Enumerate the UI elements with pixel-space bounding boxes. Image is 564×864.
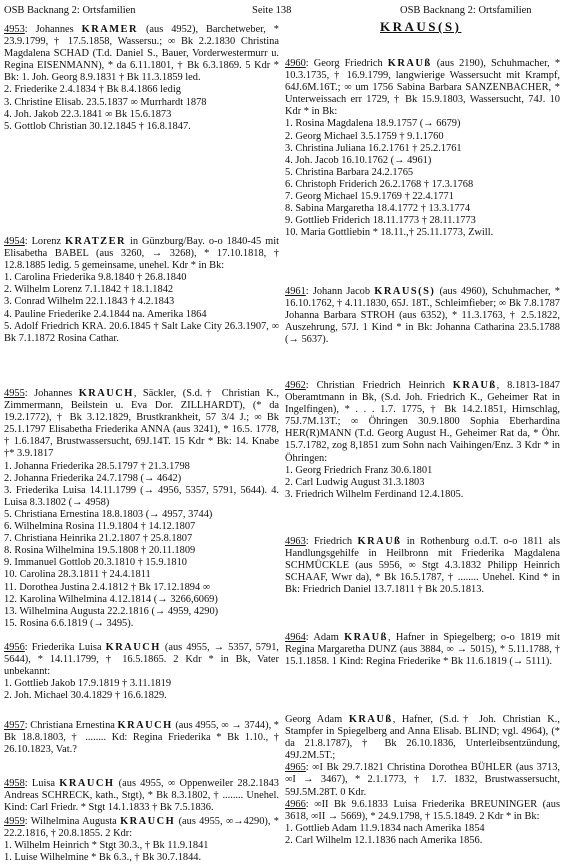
entry-surname: KRAUCH (117, 720, 173, 731)
entry-head-pre: : Friederika Luisa (24, 642, 106, 653)
child-item: 5. Christina Barbara 24.2.1765 (285, 166, 414, 178)
entry-head-pre: : Friedrich (305, 536, 358, 547)
entry-text: , 8.1813-1847 Oberamtmann in Bk, (S.d. Joh. Friedrich K., Geheimer Rat in Ingelfingen), * . . . 1.7. 1775, † Bk 14.2.1851, Hirnschlag, 75J.7M.13T.; ∞ Öhringen 30.9.1800 Sophia Eberhardina HER(R)MANN (T.d. Georg August H., Geheimer Rat da, * Öhr. 15.7.1782, zog 8,1851 zum Sohn nach Vaihingen/Enz. 3 Kdr * in Öhringen: (285, 380, 560, 464)
entry-text: in Günzburg/Bay. o-o 1840-45 mit Elisabetha BABEL (aus 3260, → 3268), * 17.10.1818, † 12.8.1885 ledig. 5 gemeinsame, unehel. Kdr * in Bk: (4, 236, 279, 272)
child-item: 2. Joh. Michael 30.4.1829 † 16.6.1829. (4, 690, 167, 702)
entry-head-pre: : Lorenz (24, 236, 65, 247)
entry-4966 (285, 799, 560, 823)
entry-text: , Hafner, (S.d.† Joh. Christian K., Stampfer in Spiegelberg and Anna Elisab. BLIND; vgl. 4964), (* da 21.8.1787), † Bk 26.10.1836, Unterleibsentzündung, 49J.2M.5T.; (285, 714, 560, 762)
entry-surname: KRAUß (357, 536, 402, 547)
entry-head-pre: : Christiana Ernestina (24, 720, 118, 731)
entry-surname: KRAUß (452, 380, 497, 391)
entry-text: : ∞I Bk 29.7.1821 Christina Dorothea BÜHLER (aus 3713, ∞I → 3467), * 2.1.1773, † 1.7. 1832, Brustwassersucht, 59J.5M.28T. 0 Kdr. (285, 762, 560, 798)
entry-head-pre: : Johannes (24, 24, 82, 35)
child-item: 3. Christina Juliana 16.2.1761 † 25.2.1761 (285, 142, 462, 154)
entry-number: 4959 (4, 816, 25, 827)
entry-text: (aus 4952), Barchetweber, * 23.9.1799, † 17.5.1858, Wassersu.; ∞ Bk 2.2.1830 Christina Magdalena SCHAD (T.d. Daniel S., Bauer, Vorderwestermurr u. Regina EISENMANN), * da 6.11.1801, † Bk 6.3.1869. 5 Kdr * Bk: 1. Joh. Georg 8.9.1831 † Bk 11.3.1859 led. (4, 24, 279, 84)
child-item: 4. Joh. Jakob 22.3.1841 ∞ Bk 15.6.1873 (4, 108, 172, 120)
child-item: 10. Carolina 28.3.1811 † 24.4.1811 (4, 569, 151, 581)
entry-4962 (285, 380, 560, 501)
entry-surname: KRATZER (64, 236, 127, 247)
entry-head-pre: Georg Adam (285, 714, 349, 725)
entry-head (4, 24, 279, 84)
entry-number: 4964 (285, 632, 306, 643)
entry-surname: KRAUCH (78, 388, 134, 399)
child-item: 1. Wilhelm Heinrich * Stgt 30.3., † Bk 11.9.1841 (4, 840, 209, 852)
entry-head-pre: : Johannes (24, 388, 79, 399)
child-item: 2. Georg Michael 3.5.1759 † 9.1.1760 (285, 130, 444, 142)
entry-head (4, 778, 279, 814)
entry-number: 4965 (285, 762, 306, 774)
entry-4964 (285, 632, 560, 668)
entry-number: 4963 (285, 536, 306, 547)
child-item: 1. Rosina Magdalena 18.9.1757 (→ 6679) (285, 118, 461, 130)
entry-head-pre: : Georg Friedrich (305, 58, 388, 69)
entry-text: , Hafner in Spiegelberg; o-o 1819 mit Regina Margaretha DUNZ (aus 3884, ∞ → 5015), * 5.11.1788, † 15.1.1858. 1 Kind: Regina Friederike * Bk 11.6.1819 (→ 5111). (285, 632, 560, 668)
header-left: OSB Backnang 2: Ortsfamilien (4, 5, 136, 16)
entry-number: 4955 (4, 388, 25, 399)
page-title: KRAUS(S) (380, 19, 462, 34)
child-item: 2. Carl Wilhelm 12.1.1836 nach Amerika 1856. (285, 834, 483, 846)
child-item: 12. Karolina Wilhelmina 4.12.1814 (→ 3266,6069) (4, 593, 218, 605)
child-item: 7. Georg Michael 15.9.1769 † 22.4.1771 (285, 191, 454, 203)
entry-4961 (285, 286, 560, 346)
entry-number: 4957 (4, 720, 25, 731)
entry-text: : ∞II Bk 9.6.1833 Luisa Friederika BREUNINGER (aus 3618, ∞II → 5669), * 24.9.1798, † 15.5.1849. 2 Kdr * in Bk: (285, 798, 560, 822)
entry-text: (aus 4960), Schuhmacher, * 16.10.1762, † 4.11.1830, 65J. 18T., Schleimfieber; ∞ Bk 7.8.1787 Johanna Barbara STROH (aus 6352), * 11.3.1763, † 2.5.1822, Auszehrung, 57J. 1 Kind * in Bk: Johanna Catharina 23.5.1788 (→ 5637). (285, 286, 561, 346)
entry-number: 4960 (285, 58, 306, 69)
entry-number: 4958 (4, 778, 25, 789)
entry-text: in Rothenburg o.d.T. o-o 1811 als Handlungsgehilfe in Heilbronn mit Friederika Magdalena SCHMÜCKLE (aus 5956, ∞ Stgt 4.3.1832 Philipp Heinrich SCHAAF, Wwr da), * Bk 16.5.1787, † ........ Unehel. Kind * in Bk: Friedrich Daniel 13.7.1811 † Bk 20.5.1813. (285, 536, 561, 596)
child-item: 2. Carl Ludwig August 31.3.1803 (285, 476, 425, 488)
entry-number: 4966 (285, 798, 306, 810)
entry-text: (aus 4955, ∞→4290), * 22.2.1816, † 20.8.1855. 2 Kdr: (4, 816, 279, 840)
entry-text: (aus 4955, ∞ → 3744), * Bk 18.8.1803, † ........ Kd: Regina Friederika * Bk 1.10., † 26.10.1823, Vat.? (4, 720, 279, 756)
entry-number: 4956 (4, 642, 25, 653)
child-item: 10. Maria Gottliebin * 18.11.,† 25.11.1773, Zwill. (285, 227, 494, 239)
entry-number: 4962 (285, 380, 306, 391)
entry-head-pre: : Adam (305, 632, 345, 643)
child-item: 2. Wilhelm Lorenz 7.1.1842 † 18.1.1842 (4, 284, 174, 296)
child-item: 3. Friedrich Wilhelm Ferdinand 12.4.1805. (285, 488, 464, 500)
entry-head (4, 388, 279, 461)
entry-head (285, 58, 560, 118)
entry-georg-adam (285, 714, 560, 847)
child-item: 13. Wilhelmina Augusta 22.2.1816 (→ 4959, 4290) (4, 605, 219, 617)
entry-4959 (4, 816, 279, 864)
entry-4960 (285, 58, 560, 239)
header-right: OSB Backnang 2: Ortsfamilien (400, 5, 532, 16)
child-item: 2. Johanna Friederika 24.7.1798 (→ 4642) (4, 472, 182, 484)
child-item: 6. Wilhelmina Rosina 11.9.1804 † 14.12.1807 (4, 521, 196, 533)
child-item: 15. Rosina 6.6.1819 (→ 3495). (4, 617, 134, 629)
entry-surname: KRAUCH (105, 642, 161, 653)
entry-text: (aus 4955, → 5357, 5791, 5644), * 14.11.1799, † 16.5.1865. 2 Kdr * in Bk, Vater unbekannt: (4, 642, 280, 678)
child-item: 1. Johanna Friederika 28.5.1797 † 21.3.1798 (4, 460, 190, 472)
entry-4953 (4, 24, 279, 133)
entry-head-pre: : Christian Friedrich Heinrich (305, 380, 453, 391)
child-item: 11. Dorothea Justina 2.4.1812 † Bk 17.12.1894 ∞ (4, 581, 211, 593)
child-item: 4. Pauline Friederike 2.4.1844 na. Amerika 1864 (4, 308, 207, 320)
entry-head-pre: : Wilhelmina Augusta (24, 816, 121, 827)
child-item: 7. Christiana Heinrika 21.2.1807 † 25.8.1807 (4, 533, 193, 545)
entry-head (285, 632, 560, 668)
entry-number: 4953 (4, 24, 25, 35)
child-item: 1. Carolina Friederika 9.8.1840 † 26.8.1840 (4, 272, 187, 284)
entry-head (4, 236, 279, 272)
entry-4956 (4, 642, 279, 702)
entry-head (285, 286, 560, 346)
child-item: 2. Friederike 2.4.1834 † Bk 8.4.1866 ledig (4, 84, 181, 96)
child-item: 4. Joh. Jacob 16.10.1762 (→ 4961) (285, 154, 432, 166)
header-page-number: Seite 138 (252, 5, 292, 16)
entry-head (285, 714, 560, 762)
child-item: 8. Sabina Margaretha 18.4.1772 † 13.3.1774 (285, 203, 471, 215)
entry-text: (aus 4955, ∞ Oppenweiler 28.2.1843 Andreas SCHRECK, kath., Stgt), * Bk 8.3.1802, † ........ Unehel. Kind: Carl Friedr. * Stgt 14.1.1833 † Bk 7.5.1836. (4, 778, 279, 814)
child-item: 1. Luise Wilhelmine * Bk 6.3., † Bk 30.7.1844. (4, 852, 202, 864)
child-item: 3. Christine Elisab. 23.5.1837 ∞ Murrhardt 1878 (4, 96, 207, 108)
entry-number: 4954 (4, 236, 25, 247)
child-item: 8. Rosina Wilhelmina 19.5.1808 † 20.11.1809 (4, 545, 196, 557)
child-item: 9. Gottlieb Friderich 18.11.1773 † 28.11.1773 (285, 215, 476, 227)
entry-surname: KRAUß (348, 714, 393, 725)
child-item: 6. Christoph Friderich 26.2.1768 † 17.3.1768 (285, 178, 474, 190)
entry-4958 (4, 778, 279, 814)
entry-text: (aus 2190), Schuhmacher, * 10.3.1735, † 16.9.1799, langwierige Wassersucht mit Krampf, 64J.6M.16T.; ∞ um 1756 Sabina Barbara SANZENBACHER, * Unterweissach err 1729, † Bk 15.9.1803, Wassersucht, 74J. 10 Kdr * in Bk: (285, 58, 561, 118)
entry-4957 (4, 720, 279, 756)
child-item: 5. Gottlob Christian 30.12.1845 † 16.8.1847. (4, 120, 191, 132)
child-item: 5. Christiana Ernestina 18.8.1803 (→ 4957, 3744) (4, 508, 213, 520)
child-item: 1. Gottlieb Jakob 17.9.1819 † 3.11.1819 (4, 678, 172, 690)
child-item: 1. Georg Friedrich Franz 30.6.1801 (285, 464, 433, 476)
entry-number: 4961 (285, 286, 306, 297)
entry-text: , Säckler, (S.d.† Christian K., Zimmermann, Beilstein u. Eva Dor. ZILLHARDT), (* da 19.2.1772), † Bk 3.12.1829, Brustkrankheit, 57 3/4 J.; ∞ Bk 25.1.1797 Elisabetha Friederika ANNA (aus 3241), * 16.5. 1778, † 1.6.1847, Brustwassersucht, 69J.14T. 15 Kdr * Bk: 14. Knabe †* 3.9.1817 (4, 388, 279, 460)
entry-4963 (285, 536, 560, 596)
entry-surname: KRAUCH (59, 778, 115, 789)
child-item: 5. Adolf Friedrich KRA. 20.6.1845 † Salt Lake City 26.3.1907, ∞ Bk 7.1.1872 Rosina Cathar. (4, 320, 279, 344)
entry-surname: KRAUß (344, 632, 388, 643)
entry-head (285, 380, 560, 465)
entry-surname: KRAUCH (120, 816, 176, 827)
child-item: 1. Gottlieb Adam 11.9.1834 nach Amerika 1854 (285, 822, 485, 834)
entry-4954 (4, 236, 279, 345)
child-item: 3. Conrad Wilhelm 22.1.1843 † 4.2.1843 (4, 296, 175, 308)
entry-surname: KRAUS(S) (374, 286, 436, 297)
entry-head (4, 816, 279, 840)
child-item: 9. Immanuel Gottlob 20.3.1810 † 15.9.1810 (4, 557, 187, 569)
entry-4965 (285, 762, 560, 798)
entry-head-pre: : Johann Jacob (305, 286, 375, 297)
child-item: 3. Friederika Luisa 14.11.1799 (→ 4956, 5357, 5791, 5644). 4. Luisa 8.3.1802 (→ 4958) (4, 484, 279, 508)
entry-surname: KRAUß (387, 58, 432, 69)
entry-4955 (4, 388, 279, 630)
entry-head (285, 536, 560, 596)
entry-head-pre: : Luisa (24, 778, 60, 789)
entry-head (4, 720, 279, 756)
entry-head (4, 642, 279, 678)
entry-surname: KRAMER (81, 24, 138, 35)
